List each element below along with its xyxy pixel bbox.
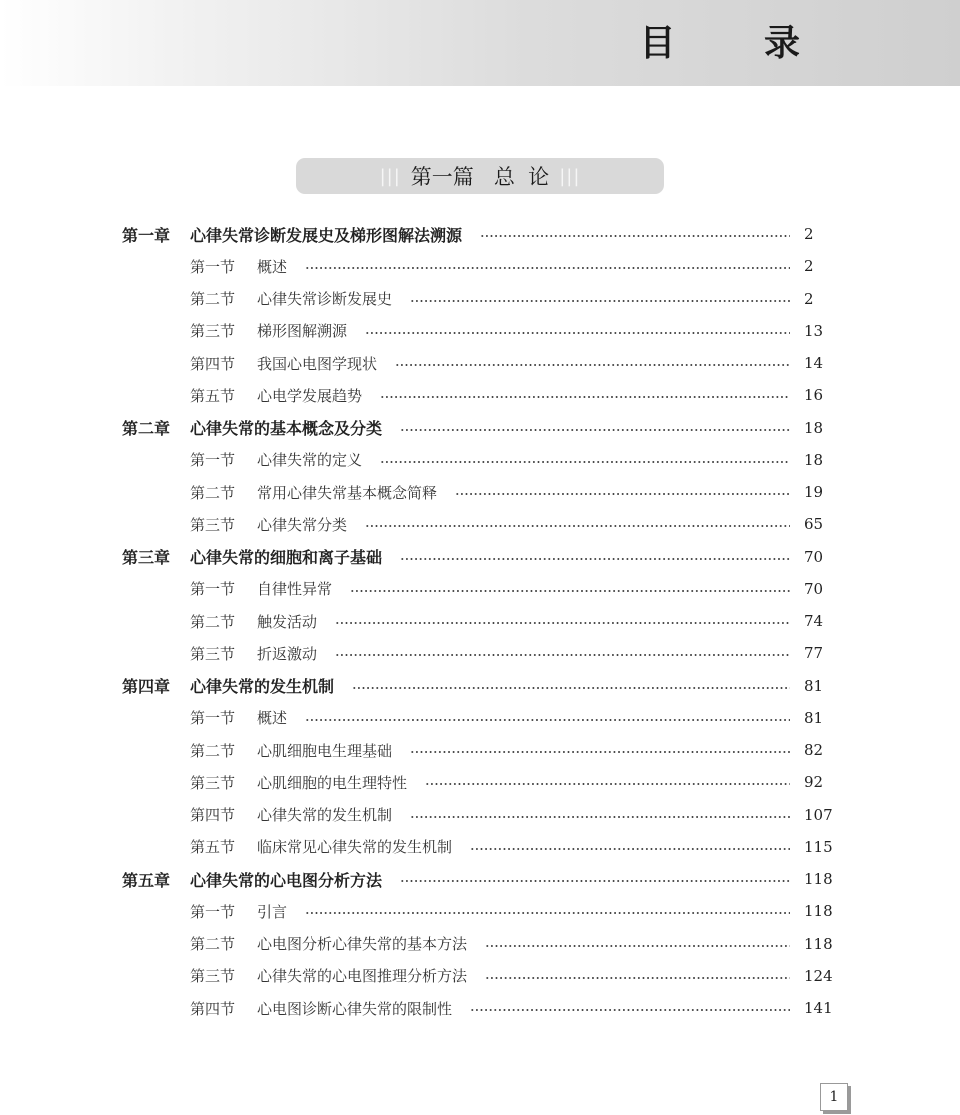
toc-entry-number: 第一节 — [190, 902, 236, 921]
toc-entry-title-wrap — [257, 643, 790, 664]
toc-entry-title: 心电图分析心律失常的基本方法 — [257, 935, 468, 953]
toc-entry-page: 65 — [804, 515, 824, 534]
dot-leader — [365, 525, 790, 527]
toc-entry-title: 常用心律失常基本概念简释 — [257, 483, 438, 502]
dot-leader — [380, 461, 790, 463]
toc-section-entry[interactable] — [0, 315, 960, 347]
toc-entry-page: 2 — [804, 289, 814, 308]
toc-entry-page: 107 — [804, 805, 833, 824]
toc-entry-number: 第一节 — [190, 257, 236, 276]
toc-entry-title: 心律失常分类 — [257, 515, 348, 534]
toc-entry-title: 概述 — [257, 709, 288, 728]
dot-leader — [470, 848, 790, 850]
toc-entry-title-wrap — [257, 740, 790, 761]
toc-section-entry[interactable] — [0, 960, 960, 992]
toc-entry-page: 81 — [804, 676, 824, 695]
toc-section-entry[interactable] — [0, 895, 960, 927]
toc-entry-title: 心律失常诊断发展史 — [257, 290, 393, 308]
toc-section-entry[interactable] — [0, 799, 960, 831]
dot-leader — [350, 590, 790, 592]
dot-leader — [485, 945, 790, 947]
toc-entry-title: 心律失常的心电图分析方法 — [190, 870, 383, 890]
toc-entry-title-wrap — [257, 836, 790, 857]
toc-entry-page: 82 — [804, 741, 824, 759]
toc-entry-page: 16 — [804, 386, 824, 405]
toc-entry-title-wrap — [257, 707, 790, 728]
toc-section-entry[interactable] — [0, 766, 960, 798]
toc-entry-number: 第二节 — [190, 935, 236, 953]
toc-section-entry[interactable] — [0, 831, 960, 863]
toc-entry-page: 70 — [804, 547, 824, 566]
toc-section-entry[interactable] — [0, 992, 960, 1024]
toc-entry-number: 第五节 — [190, 838, 236, 857]
dot-leader — [410, 751, 790, 753]
toc-entry-number: 第二章 — [122, 419, 171, 438]
toc-entry-page: 118 — [804, 870, 833, 888]
toc-section-entry[interactable] — [0, 702, 960, 734]
dot-leader — [485, 977, 790, 979]
dot-leader — [400, 558, 790, 560]
toc-section-entry[interactable] — [0, 283, 960, 315]
toc-entry-page: 19 — [804, 483, 824, 501]
toc-entry-page: 124 — [804, 966, 833, 985]
toc-entry-number: 第三章 — [122, 548, 171, 567]
dot-leader — [380, 396, 790, 398]
toc-section-entry[interactable] — [0, 444, 960, 476]
dot-leader — [400, 429, 790, 431]
toc-entry-number: 第三节 — [190, 322, 236, 341]
toc-entry-title-wrap — [257, 611, 790, 632]
toc-entry-title: 自律性异常 — [257, 580, 333, 599]
toc-entry-title: 心律失常的发生机制 — [190, 677, 335, 696]
toc-section-entry[interactable] — [0, 605, 960, 637]
dot-leader — [400, 880, 790, 882]
toc-chapter-entry[interactable] — [0, 541, 960, 573]
toc-entry-title: 我国心电图学现状 — [257, 354, 378, 373]
toc-entry-number: 第三节 — [190, 515, 236, 534]
toc-entry-page: 141 — [804, 999, 833, 1017]
toc-section-entry[interactable] — [0, 250, 960, 282]
dot-leader — [470, 1009, 790, 1011]
dot-leader — [335, 654, 790, 656]
dot-leader — [410, 300, 790, 302]
part-banner-decoration-right: ||| — [559, 165, 581, 187]
toc-entry-page: 2 — [804, 257, 814, 276]
part-title: 第一篇 总 论 — [410, 165, 550, 189]
toc-entry-title: 心律失常诊断发展史及梯形图解法溯源 — [190, 225, 463, 245]
toc-entry-number: 第二节 — [190, 483, 236, 502]
toc-entry-number: 第五章 — [122, 870, 171, 890]
dot-leader — [455, 493, 790, 495]
toc-entry-title-wrap — [257, 482, 790, 503]
toc-entry-page: 18 — [804, 418, 824, 437]
dot-leader — [365, 332, 790, 334]
dot-leader — [305, 719, 790, 721]
toc-section-entry[interactable] — [0, 379, 960, 411]
toc-entry-title-wrap — [257, 514, 790, 535]
toc-entry-title-wrap — [257, 901, 790, 922]
toc-entry-title-wrap — [257, 804, 790, 825]
toc-section-entry[interactable] — [0, 508, 960, 540]
toc-entry-title-wrap — [257, 256, 790, 277]
toc-section-entry[interactable] — [0, 347, 960, 379]
toc-entry-title: 心电图诊断心律失常的限制性 — [257, 999, 453, 1018]
toc-entry-number: 第四节 — [190, 999, 236, 1018]
part-banner-decoration-left: ||| — [379, 165, 401, 187]
toc-entry-title-wrap — [190, 223, 790, 246]
toc-chapter-entry[interactable] — [0, 863, 960, 895]
toc-entry-title-wrap — [257, 772, 790, 793]
toc-entry-number: 第四节 — [190, 354, 236, 373]
dot-leader — [410, 816, 790, 818]
toc-entry-number: 第四章 — [122, 677, 171, 696]
toc-entry-page: 118 — [804, 934, 833, 953]
toc-chapter-entry[interactable] — [0, 412, 960, 444]
toc-entry-page: 81 — [804, 708, 824, 727]
toc-entry-title: 概述 — [257, 257, 288, 276]
toc-entry-title: 心肌细胞电生理基础 — [257, 741, 393, 760]
toc-entry-title-wrap — [257, 578, 790, 599]
toc-entry-title-wrap — [257, 320, 790, 341]
dot-leader — [335, 622, 790, 624]
toc-entry-title: 心律失常的细胞和离子基础 — [190, 548, 383, 567]
toc-section-entry[interactable] — [0, 476, 960, 508]
toc-entry-title-wrap — [257, 965, 790, 986]
toc-entry-number: 第一节 — [190, 451, 236, 470]
toc-entry-number: 第二节 — [190, 612, 236, 631]
toc-entry-title-wrap — [257, 353, 790, 374]
toc-chapter-entry[interactable] — [0, 218, 960, 250]
toc-entry-title-wrap — [257, 385, 790, 406]
toc-entry-title-wrap — [190, 545, 790, 568]
part-banner — [296, 158, 664, 194]
toc-entry-number: 第二节 — [190, 290, 236, 308]
dot-leader — [480, 235, 790, 237]
dot-leader — [425, 783, 790, 785]
toc-entry-title-wrap — [190, 868, 790, 891]
toc-entry-page: 14 — [804, 354, 824, 372]
toc-entry-title-wrap — [257, 288, 790, 309]
toc-entry-number: 第一节 — [190, 709, 236, 728]
toc-section-entry[interactable] — [0, 573, 960, 605]
toc-entry-page: 70 — [804, 579, 824, 598]
toc-entry-number: 第四节 — [190, 806, 236, 824]
toc-entry-title-wrap — [257, 933, 790, 954]
toc-entry-title-wrap — [257, 449, 790, 470]
toc-entry-page: 18 — [804, 450, 824, 469]
toc-entry-title: 心律失常的心电图推理分析方法 — [257, 967, 468, 986]
toc-section-entry[interactable] — [0, 928, 960, 960]
toc-entry-title-wrap — [190, 416, 790, 439]
toc-entry-page: 92 — [804, 773, 824, 792]
toc-entry-number: 第二节 — [190, 741, 236, 760]
toc-entry-page: 2 — [804, 225, 814, 243]
toc-entry-page: 118 — [804, 902, 833, 921]
toc-entry-title: 临床常见心律失常的发生机制 — [257, 838, 453, 857]
toc-entry-title: 引言 — [257, 902, 288, 921]
dot-leader — [305, 267, 790, 269]
toc-entry-title: 梯形图解溯源 — [257, 322, 348, 341]
toc-entry-number: 第一章 — [122, 225, 171, 245]
toc-entry-number: 第一节 — [190, 580, 236, 599]
toc-entry-title: 触发活动 — [257, 612, 318, 631]
toc-entry-title: 折返激动 — [257, 644, 318, 663]
toc-entry-title: 心律失常的定义 — [257, 451, 363, 470]
toc-entry-page: 13 — [804, 321, 824, 340]
toc-entry-page: 74 — [804, 612, 824, 630]
toc-entry-title: 心律失常的发生机制 — [257, 806, 393, 824]
toc-entry-title: 心肌细胞的电生理特性 — [257, 773, 408, 792]
toc-chapter-entry[interactable] — [0, 670, 960, 702]
toc-entry-number: 第五节 — [190, 386, 236, 405]
toc-section-entry[interactable] — [0, 637, 960, 669]
toc-entry-title: 心电学发展趋势 — [257, 386, 363, 405]
page-number-box: 1 — [820, 1083, 848, 1111]
toc-entry-number: 第三节 — [190, 967, 236, 986]
toc-entry-number: 第三节 — [190, 773, 236, 792]
toc-section-entry[interactable] — [0, 734, 960, 766]
toc-entry-title-wrap — [190, 674, 790, 697]
dot-leader — [305, 912, 790, 914]
toc-entry-title: 心律失常的基本概念及分类 — [190, 419, 383, 438]
dot-leader — [395, 364, 790, 366]
page-title: 目 录 — [639, 23, 838, 64]
toc-entry-number: 第三节 — [190, 644, 236, 663]
dot-leader — [352, 687, 790, 689]
toc-entry-page: 115 — [804, 837, 833, 856]
toc-entry-page: 77 — [804, 644, 824, 663]
toc-entry-title-wrap — [257, 998, 790, 1019]
